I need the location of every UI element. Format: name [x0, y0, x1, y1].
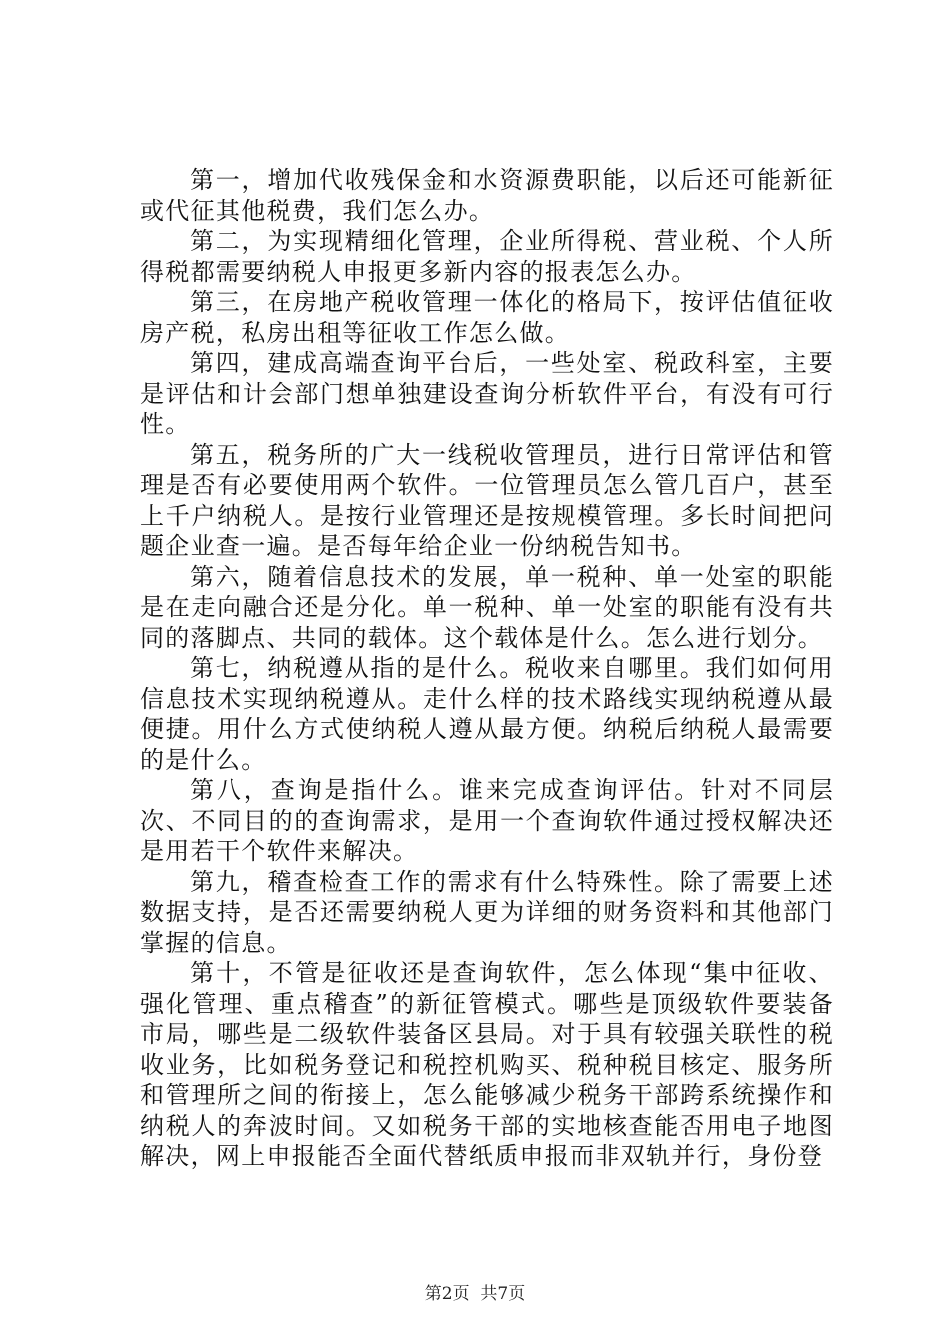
paragraph-2: 第二，为实现精细化管理，企业所得税、营业税、个人所得税都需要纳税人申报更多新内容的报表怎么办。 [140, 227, 834, 286]
page-total: 共7页 [480, 1284, 526, 1304]
paragraph-4: 第四，建成高端查询平台后，一些处室、税政科室，主要是评估和计会部门想单独建设查询分析软件平台，有没有可行性。 [140, 349, 834, 438]
paragraph-3: 第三，在房地产税收管理一体化的格局下，按评估值征收房产税，私房出租等征收工作怎么做。 [140, 288, 834, 347]
page-number: 第2页 [424, 1284, 470, 1304]
paragraph-7: 第七，纳税遵从指的是什么。税收来自哪里。我们如何用信息技术实现纳税遵从。走什么样的技术路线实现纳税遵从最便捷。用什么方式使纳税人遵从最方便。纳税后纳税人最需要的是什么。 [140, 654, 834, 774]
paragraph-10: 第十，不管是征收还是查询软件，怎么体现“集中征收、强化管理、重点稽查”的新征管模式。哪些是顶级软件要装备市局，哪些是二级软件装备区县局。对于具有较强关联性的税收业务，比如税务登记和税控机购买、税种税目核定、服务所和管理所之间的衔接上，怎么能够减少税务干部跨系统操作和纳税人的奔波时间。又如税务干部的实地核查能否用电子地图解决，网上申报能否全面代替纸质申报而非双轨并行，身份登 [140, 959, 834, 1170]
page-footer [0, 1283, 950, 1305]
paragraph-6: 第六，随着信息技术的发展，单一税种、单一处室的职能是在走向融合还是分化。单一税种、单一处室的职能有没有共同的落脚点、共同的载体。这个载体是什么。怎么进行划分。 [140, 562, 834, 652]
paragraph-5: 第五，税务所的广大一线税收管理员，进行日常评估和管理是否有必要使用两个软件。一位管理员怎么管几百户，甚至上千户纳税人。是按行业管理还是按规模管理。多长时间把问题企业查一遍。是否每年给企业一份纳税告知书。 [140, 440, 834, 560]
paragraph-1: 第一，增加代收残保金和水资源费职能，以后还可能新征或代征其他税费，我们怎么办。 [140, 166, 834, 225]
paragraph-9: 第九，稽查检查工作的需求有什么特殊性。除了需要上述数据支持，是否还需要纳税人更为详细的财务资料和其他部门掌握的信息。 [140, 867, 834, 957]
paragraph-8: 第八，查询是指什么。谁来完成查询评估。针对不同层次、不同目的的查询需求，是用一个查询软件通过授权解决还是用若干个软件来解决。 [140, 776, 834, 865]
document-body [140, 165, 834, 1172]
